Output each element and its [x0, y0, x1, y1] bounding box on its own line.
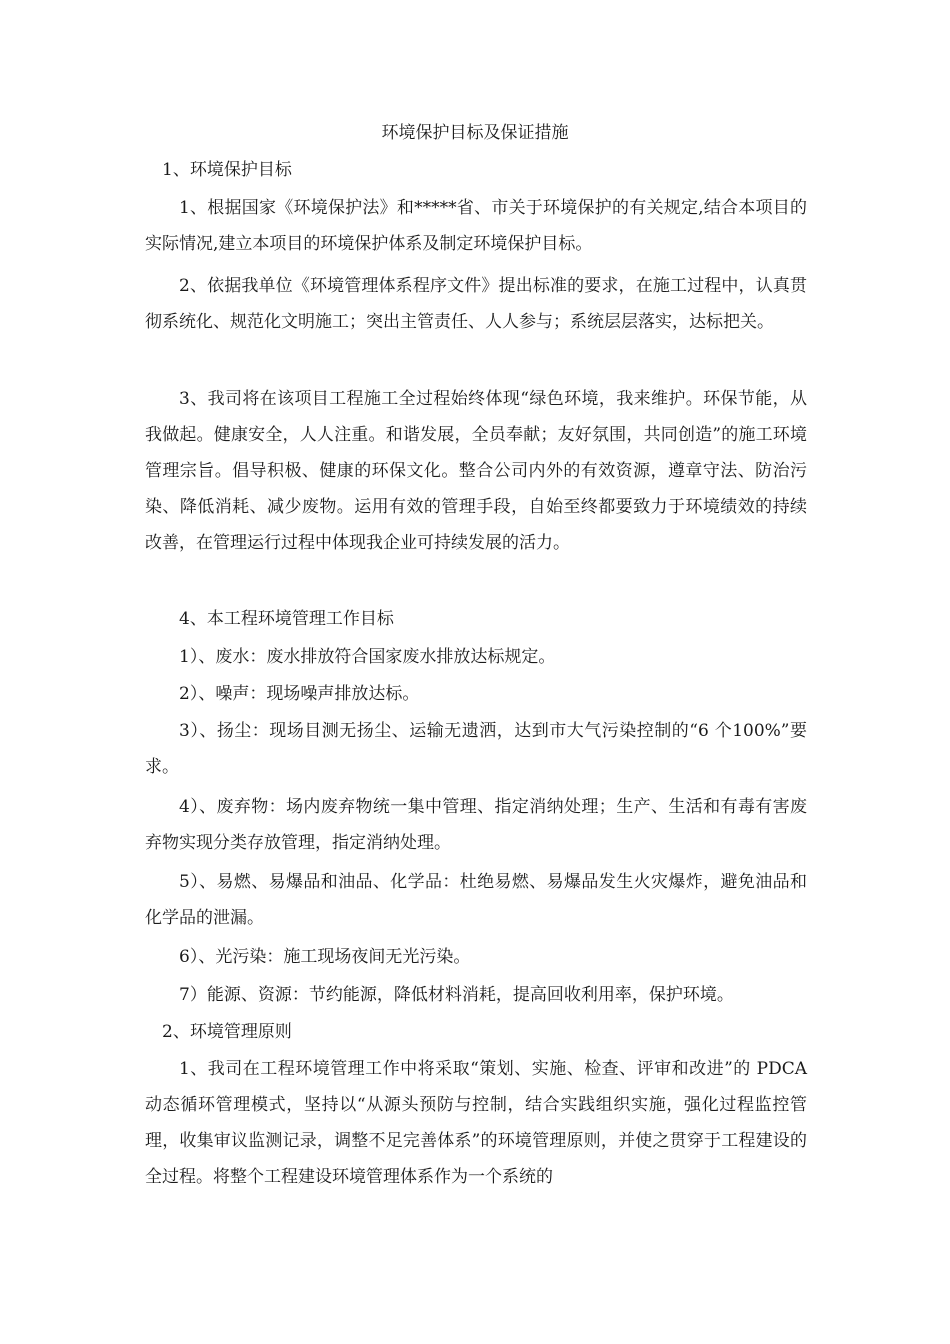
list-item-light-pollution: 6）、光污染：施工现场夜间无光污染。: [179, 947, 471, 967]
section-heading-environmental-goals: 1、环境保护目标: [162, 160, 292, 180]
list-item-flammables: 5）、易燃、易爆品和油品、化学品：杜绝易燃、易爆品发生火灾爆炸，避免油品和化学品的泄漏。: [145, 872, 807, 928]
list-item-dust: 3）、扬尘：现场目测无扬尘、运输无遗洒，达到市大气污染控制的“6 个100%”要求。: [145, 721, 807, 777]
paragraph-pdca-cycle: 1、我司在工程环境管理工作中将采取“策划、实施、检查、评审和改进”的 PDCA 动态循环管理模式，坚持以“从源头预防与控制，结合实践组织实施，强化过程监控管理，收集审议监测记录，调整不足完善体系”的环境管理原则，并使之贯穿于工程建设的全过程。将整个工程建设环境管理体系作为一个系统的: [145, 1059, 807, 1187]
list-item-noise: 2）、噪声：现场噪声排放达标。: [179, 684, 420, 704]
paragraph-legal-basis: 1、根据国家《环境保护法》和*****省、市关于环境保护的有关规定,结合本项目的实际情况,建立本项目的环境保护体系及制定环境保护目标。: [145, 198, 807, 254]
paragraph-work-targets: 4、本工程环境管理工作目标: [179, 609, 394, 629]
paragraph-green-environment: 3、我司将在该项目工程施工全过程始终体现“绿色环境，我来维护。环保节能，从我做起。健康安全，人人注重。和谐发展，全员奉献；友好氛围，共同创造”的施工环境管理宗旨。倡导积极、健康的环保文化。整合公司内外的有效资源，遵章守法、防治污染、降低消耗、减少废物。运用有效的管理手段，自始至终都要致力于环境绩效的持续改善，在管理运行过程中体现我企业可持续发展的活力。: [145, 389, 807, 553]
section-heading-management-principles: 2、环境管理原则: [162, 1022, 292, 1042]
paragraph-management-system: 2、依据我单位《环境管理体系程序文件》提出标准的要求，在施工过程中，认真贯彻系统化、规范化文明施工；突出主管责任、人人参与；系统层层落实，达标把关。: [145, 276, 807, 332]
list-item-wastewater: 1）、废水：废水排放符合国家废水排放达标规定。: [179, 647, 556, 667]
list-item-energy-resources: 7）能源、资源：节约能源，降低材料消耗，提高回收利用率，保护环境。: [179, 985, 734, 1005]
document-title: 环境保护目标及保证措施: [381, 123, 569, 143]
list-item-waste: 4）、废弃物：场内废弃物统一集中管理、指定消纳处理；生产、生活和有毒有害废弃物实现分类存放管理，指定消纳处理。: [145, 797, 807, 853]
